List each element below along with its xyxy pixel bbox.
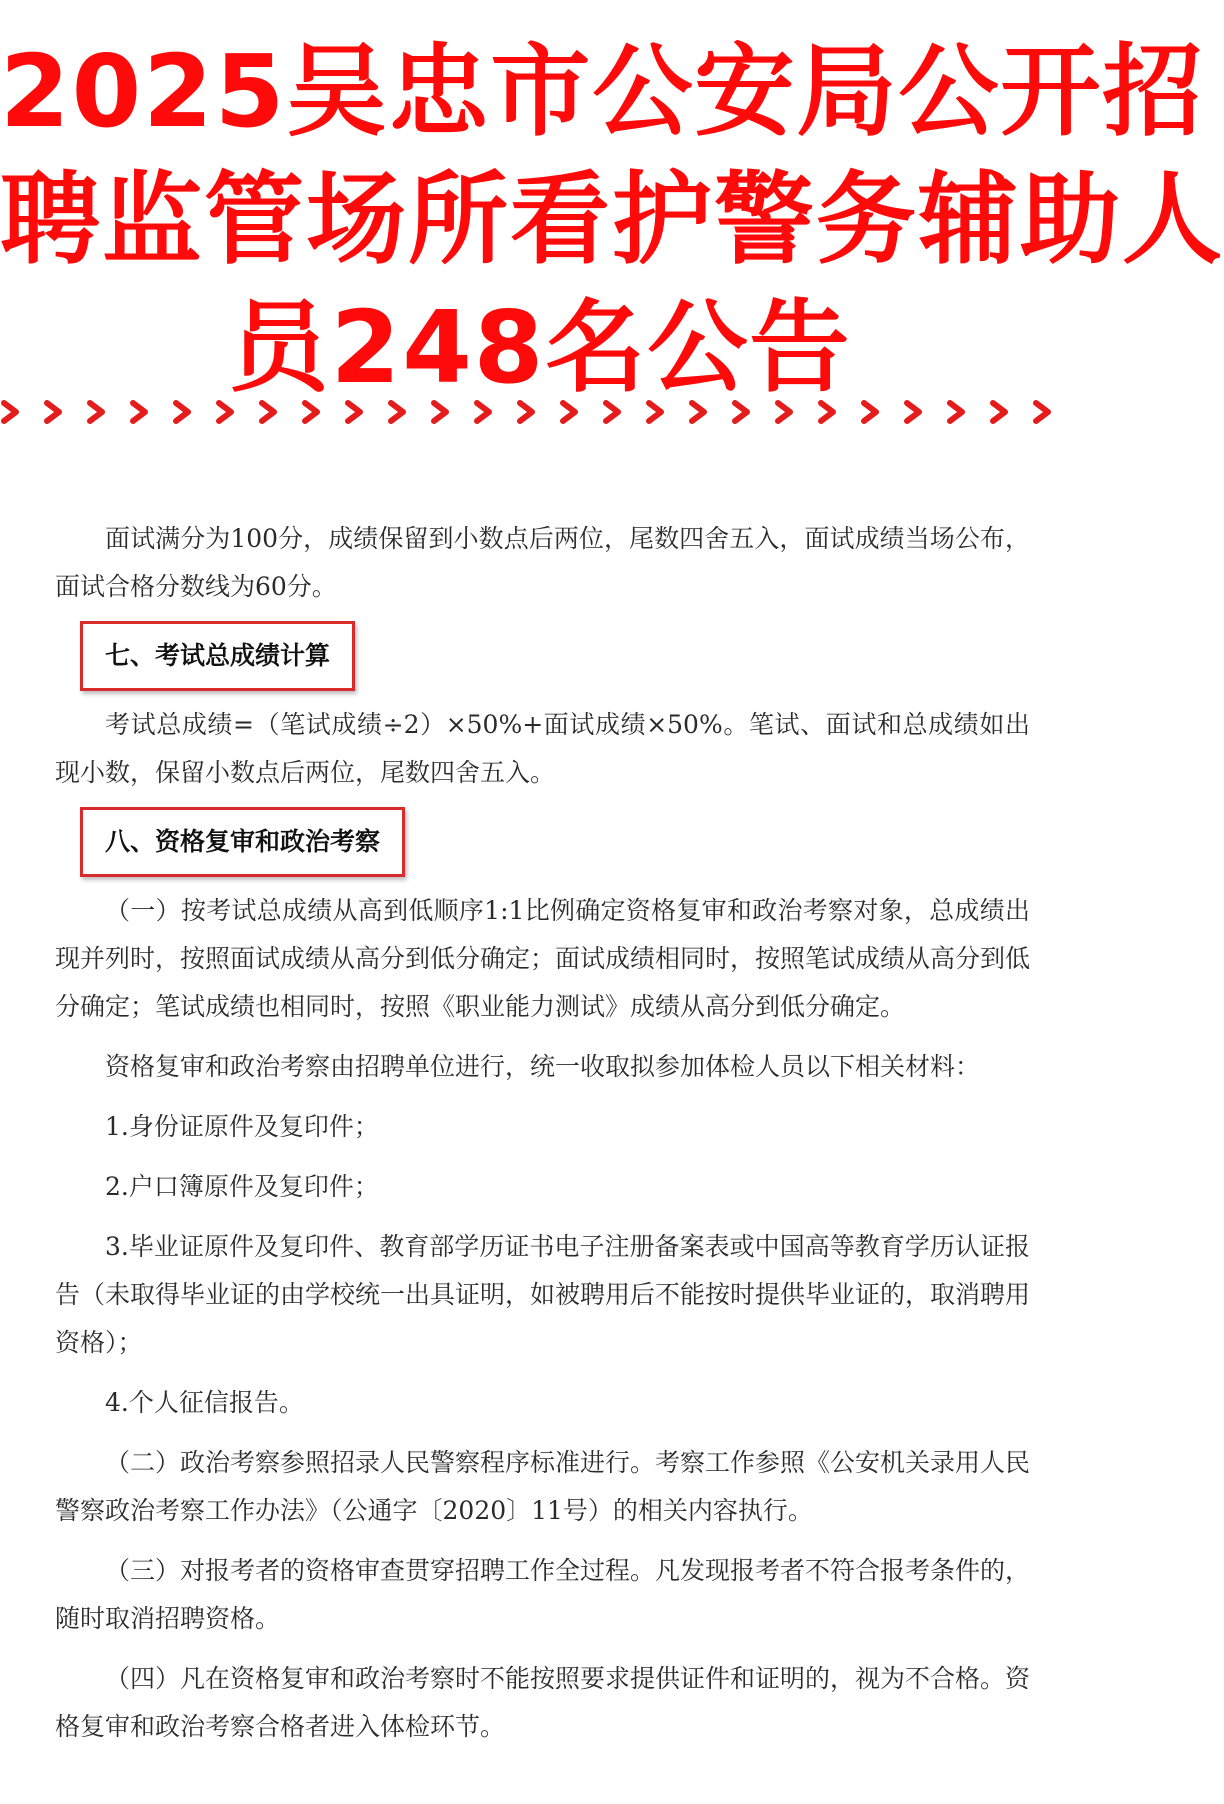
chevron-icon [821, 403, 833, 421]
page-title [0, 28, 1224, 412]
chevron-icon [4, 403, 16, 421]
material-item-2: 2.户口簿原件及复印件； [105, 1172, 379, 1201]
section-heading-eight: 八、资格复审和政治考察 [80, 807, 405, 877]
chevron-icon [649, 403, 661, 421]
material-item-4: 4.个人征信报告。 [105, 1388, 304, 1417]
section-eight-paragraph-2: 资格复审和政治考察由招聘单位进行，统一收取拟参加体检人员以下相关材料： [105, 1052, 981, 1081]
chevron-icon [219, 403, 231, 421]
chevron-icon [735, 403, 747, 421]
chevron-icon [90, 403, 102, 421]
material-item-1: 1.身份证原件及复印件； [105, 1112, 379, 1141]
chevron-icon [477, 403, 489, 421]
document-body [55, 515, 1030, 1751]
title-line-2: 聘监管场所看护警务辅助人 [0, 161, 1224, 278]
material-item-3: 3.毕业证原件及复印件、教育部学历证书电子注册备案表或中国高等教育学历认证报告（未取得毕业证的由学校统一出具证明，如被聘用后不能按时提供毕业证的，取消聘用资格）； [55, 1232, 1031, 1357]
chevron-divider [0, 397, 1080, 427]
chevron-icon [176, 403, 188, 421]
chevron-icon [434, 403, 446, 421]
chevron-icon [391, 403, 403, 421]
chevron-icon [864, 403, 876, 421]
chevron-icon [950, 403, 962, 421]
chevron-icon [262, 403, 274, 421]
section-heading-seven: 七、考试总成绩计算 [80, 621, 355, 691]
chevron-icon [47, 403, 59, 421]
chevron-icon [348, 403, 360, 421]
chevron-icon [692, 403, 704, 421]
section-eight-paragraph-4: （三）对报考者的资格审查贯穿招聘工作全过程。凡发现报考者不符合报考条件的，随时取消招聘资格。 [55, 1556, 1031, 1633]
chevron-icon [907, 403, 919, 421]
section-seven-body: 考试总成绩=（笔试成绩÷2）×50%+面试成绩×50%。笔试、面试和总成绩如出现小数，保留小数点后两位，尾数四舍五入。 [55, 710, 1030, 787]
section-eight-paragraph-5: （四）凡在资格复审和政治考察时不能按照要求提供证件和证明的，视为不合格。资格复审和政治考察合格者进入体检环节。 [55, 1664, 1031, 1741]
chevron-icon [1036, 403, 1048, 421]
section-eight-paragraph-1: （一）按考试总成绩从高到低顺序1:1比例确定资格复审和政治考察对象，总成绩出现并列时，按照面试成绩从高分到低分确定；面试成绩相同时，按照笔试成绩从高分到低分确定；笔试成绩也相同时，按照《职业能力测试》成绩从高分到低分确定。 [55, 896, 1031, 1021]
chevron-icon [520, 403, 532, 421]
intro-paragraph: 面试满分为100分，成绩保留到小数点后两位，尾数四舍五入，面试成绩当场公布，面试合格分数线为60分。 [55, 524, 1030, 601]
chevron-icon [133, 403, 145, 421]
chevron-icon [606, 403, 618, 421]
chevron-icon [993, 403, 1005, 421]
chevron-icon [778, 403, 790, 421]
chevron-icon [563, 403, 575, 421]
chevron-icon [305, 403, 317, 421]
title-line-1: 2025吴忠市公安局公开招 [0, 33, 1205, 150]
section-eight-paragraph-3: （二）政治考察参照招录人民警察程序标准进行。考察工作参照《公安机关录用人民警察政治考察工作办法》（公通字〔2020〕11号）的相关内容执行。 [55, 1448, 1031, 1525]
title-line-3: 员248名公告 [228, 289, 852, 406]
